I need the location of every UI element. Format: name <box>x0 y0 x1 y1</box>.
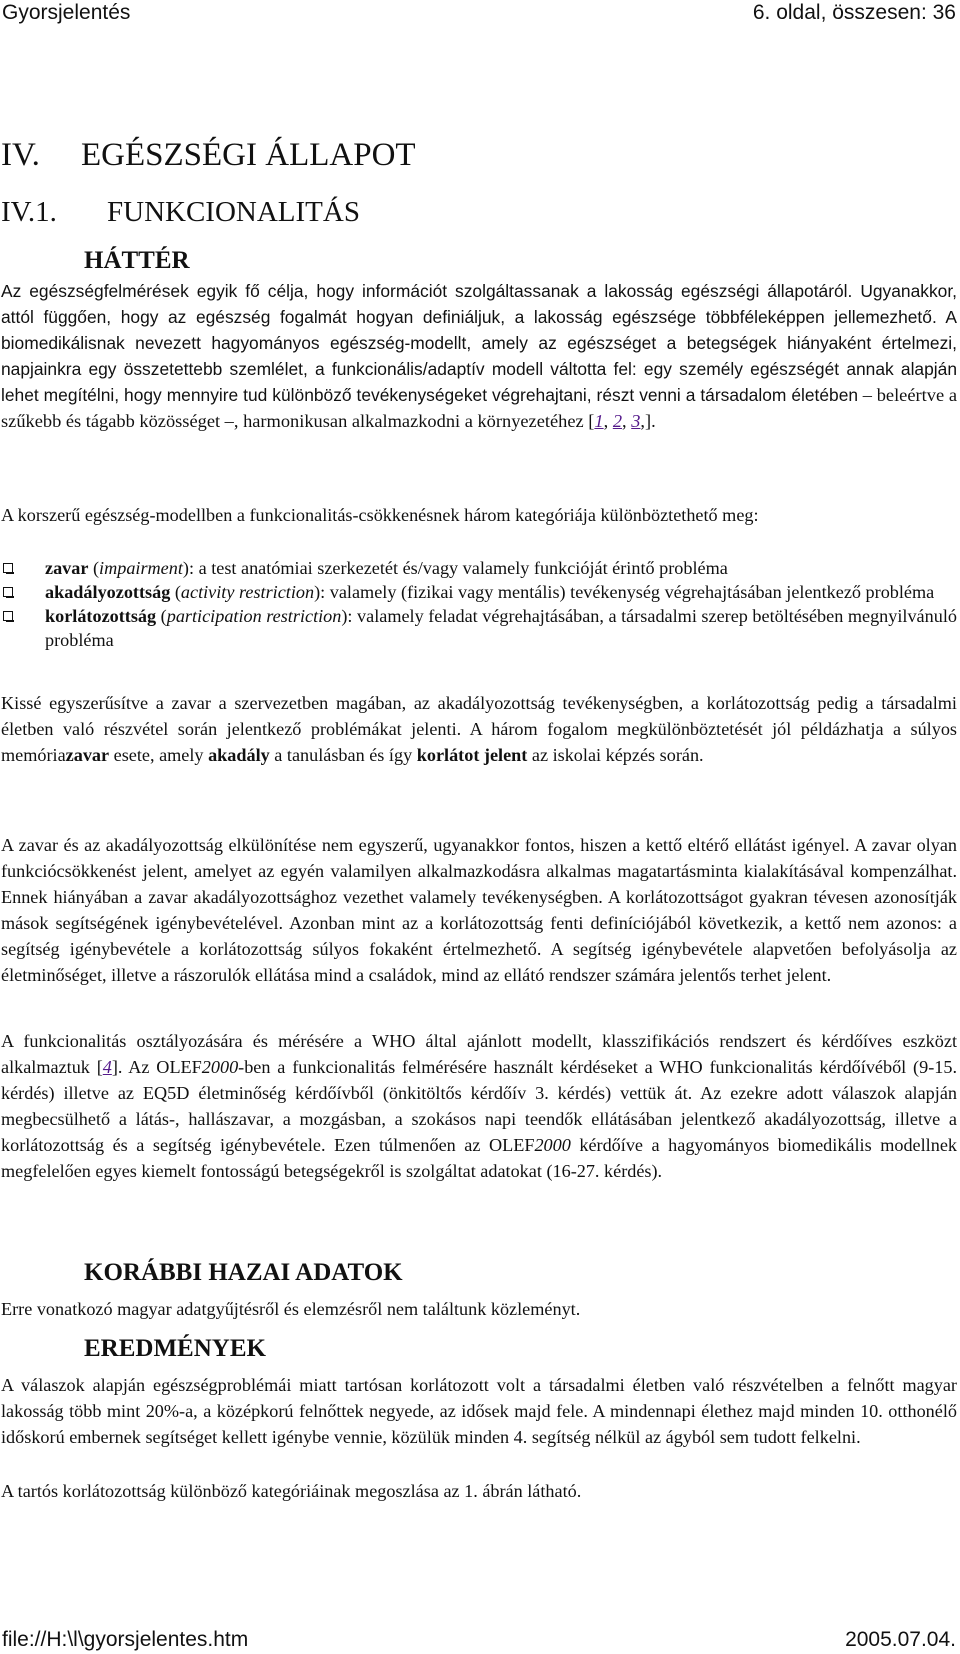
paragraph-categories: A korszerű egészség-modellben a funkcionalitás-csökkenésnek három kategóriája különböztethető meg: <box>1 505 759 525</box>
bold-akadaly: akadály <box>208 745 270 765</box>
checkbox-bullet-icon <box>3 563 13 573</box>
header-title: Gyorsjelentés <box>2 1 131 24</box>
term-english: activity restriction <box>180 582 315 602</box>
ref-link-4[interactable]: 4 <box>102 1057 112 1077</box>
subsection-title: FUNKCIONALITÁS <box>107 196 360 228</box>
term: akadályozottság <box>45 582 171 602</box>
heading-hatter: HÁTTÉR <box>84 247 190 274</box>
p1-tail: ,]. <box>640 411 656 431</box>
paragraph-example: Kissé egyszerűsítve a zavar a szervezetben magában, az akadályozottság tevékenységben, a korlátozottság pedig a társadalmi életben való részvétel során jelentkező problémákat jelenti. A három fogalom megkülönböztetését jól példázhatja a súlyos memóriazavar esete, amely akadály a tanulásban és így korlátot jelent az iskolai képzés során. <box>1 693 957 765</box>
print-date: 2005.07.04. <box>845 1628 956 1651</box>
p1-text-a: Az egészségfelmérések egyik fő célja, hogy információt szolgáltassanak a lakosság egészségi állapotáról. Ugyanakkor, attól függően, hogy az egészség fogalmát hogyan definiáljuk, a lakosság egészsége többféleképpen jellemezhető. A biomedikálisnak nevezett hagyományos egészség-modellt, amely az egészséget a betegségek hiányaként értelmezi, napjainkra egy összetettebb szemlélet, a funkcionális/adaptív modell váltotta fel: egy személy egészségét annak alapján lehet megítélni, hogy mennyire tud különböző tevékenységeket végrehajtani, részt venni a társadalom életében <box>1 281 957 405</box>
bold-korlatot: korlátot jelent <box>416 745 528 765</box>
list-item: korlátozottság (participation restriction): valamely feladat végrehajtásában, a társadalmi szerep betöltésében megnyilvánuló probléma <box>1 604 957 652</box>
paragraph-previous-data: Erre vonatkozó magyar adatgyűjtésről és elemzésről nem találtunk közleményt. <box>1 1299 581 1319</box>
page-counter: 6. oldal, összesen: 36 <box>752 1 956 24</box>
ref-link-3[interactable]: 3 <box>631 411 641 431</box>
paragraph-distinction: A zavar és az akadályozottság elkülönítése nem egyszerű, ugyanakkor fontos, hiszen a kettő eltérő ellátást igényel. A zavar olyan funkciócsökkenést jelent, amelyet az egyén valamilyen alkalmazkodásra alkalmas magatartásminta kialakításával kompenzálhat. Ennek hiányában a zavar akadályozottsághoz vezethet valamely tevékenységben. A korlátozottságot gyakran tévesen azonosítják mások segítségének igénybevételével. Azonban mint az a korlátozottság fenti definíciójából következik, a kettő nem azonos: a segítség igénybevétele a korlátozottság súlyos fokaként értelmezhető. A segítség igénybevétele alapvetően befolyásolja az életminőséget, illetve a rászorulók ellátása mind a családok, mind az ellátó rendszer számára jelentős terhet jelent. <box>1 835 957 985</box>
p1-text-b: – beleértve a szűkebb és tágabb közösséget –, harmonikusan alkalmazkodni a környezetéhez [ <box>1 385 957 431</box>
category-list <box>1 556 957 652</box>
bold-zavar: zavar <box>65 745 110 765</box>
checkbox-bullet-icon <box>3 611 13 621</box>
ref-link-1[interactable]: 1 <box>594 411 604 431</box>
heading-eredmenyek: EREDMÉNYEK <box>84 1335 266 1362</box>
olef-year: 2000 <box>534 1135 571 1155</box>
page-footer <box>0 1628 960 1654</box>
olef-year: 2000 <box>201 1057 239 1077</box>
term-english: participation restriction <box>166 606 342 626</box>
section-title: EGÉSZSÉGI ÁLLAPOT <box>81 137 416 173</box>
paragraph-results: A válaszok alapján egészségproblémái miatt tartósan korlátozott volt a társadalmi életben való részvételben a felnőtt magyar lakosság több mint 20%-a, a középkorú felnőttek negyede, az idősek majd fele. A mindennapi élethez majd minden 10. otthonélő időskorú embernek segítséget kellett igénybe vennie, közülük minden 4. segítség nélkül az ágyból sem tudott felkelni. <box>1 1375 957 1447</box>
file-path: file://H:\l\gyorsjelentes.htm <box>2 1628 249 1651</box>
ref-link-2[interactable]: 2 <box>612 411 623 431</box>
paragraph-methods: A funkcionalitás osztályozására és mérésére a WHO által ajánlott modellt, klasszifikációs rendszert és kérdőíves eszközt alkalmaztuk [4]. Az OLEF2000-ben a funkcionalitás felmérésére használt kérdéseket a WHO funkcionalitás kérdőívéből (9-15. kérdés) illetve az EQ5D életminőség kérdőívből (önkitöltős kérdőív 3. kérdés) vettük át. Az ezekre adott válaszok alapján megbecsülhető a látás-, hallászavar, a mozgásban, a szokásos napi teendők ellátásában jelentkező akadályozottság, illetve a korlátozottság és a segítség igénybevétele. Ezen túlmenően az OLEF2000 kérdőíve a hagyományos biomedikális modellnek megfelelően egyes kiemelt fontosságú betegségekről is szolgáltat adatokat (16-27. kérdés). <box>1 1031 957 1181</box>
checkbox-bullet-icon <box>3 587 13 597</box>
term-english: impairment <box>99 558 183 578</box>
term: korlátozottság <box>45 606 157 626</box>
list-item: zavar (impairment): a test anatómiai szerkezetét és/vagy valamely funkcióját érintő probléma <box>1 556 957 580</box>
section-number: IV. <box>1 137 40 173</box>
page-header <box>0 0 960 30</box>
paragraph-background: Az egészségfelmérések egyik fő célja, hogy információt szolgáltassanak a lakosság egészségi állapotáról. Ugyanakkor, attól függően, hogy az egészség fogalmát hogyan definiáljuk, a lakosság egészsége többféleképpen jellemezhető. A biomedikálisnak nevezett hagyományos egészség-modellt, amely az egészséget a betegségek hiányaként értelmezi, napjainkra egy összetettebb szemlélet, a funkcionális/adaptív modell váltotta fel: egy személy egészségét annak alapján lehet megítélni, hogy mennyire tud különböző tevékenységeket végrehajtani, részt venni a társadalom életében – beleértve a szűkebb és tágabb közösséget –, harmonikusan alkalmazkodni a környezetéhez [1, 2, 3,]. <box>1 281 957 431</box>
paragraph-figure-ref: A tartós korlátozottság különböző kategóriáinak megoszlása az 1. ábrán látható. <box>1 1481 582 1501</box>
subsection-number: IV.1. <box>1 196 57 228</box>
list-item: akadályozottság (activity restriction): valamely (fizikai vagy mentális) tevékenység végrehajtásában jelentkező probléma <box>1 580 957 604</box>
term: zavar <box>45 558 89 578</box>
heading-korabbi: KORÁBBI HAZAI ADATOK <box>84 1259 403 1286</box>
